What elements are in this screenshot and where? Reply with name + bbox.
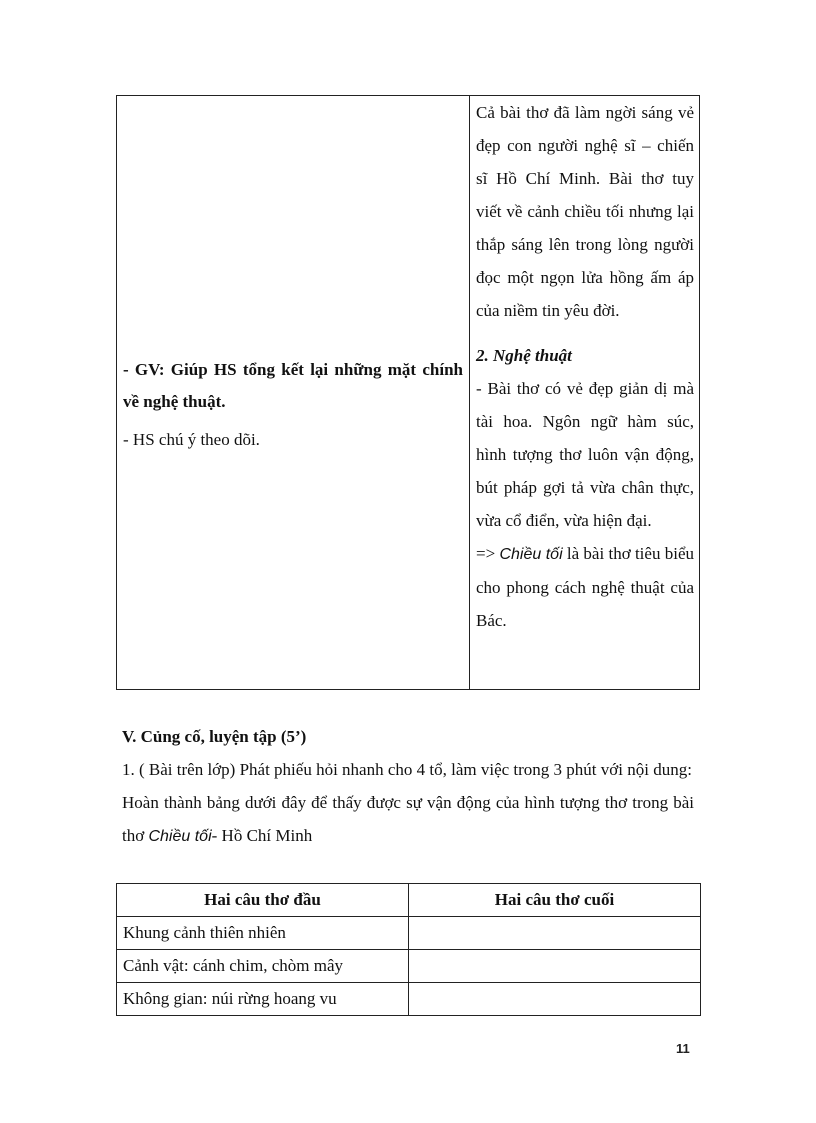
instruction-suffix: - Hồ Chí Minh	[211, 826, 313, 845]
page-number: 11	[676, 1041, 690, 1056]
conclusion	[476, 537, 694, 637]
table-row	[117, 950, 701, 983]
header-first-couplet: Hai câu thơ đầu	[117, 884, 409, 917]
student-activity: - HS chú ý theo dõi.	[123, 430, 260, 449]
column-divider	[469, 96, 470, 689]
header-last-couplet: Hai câu thơ cuối	[409, 884, 701, 917]
table-cell-empty[interactable]	[409, 917, 701, 950]
table-cell-empty[interactable]	[409, 983, 701, 1016]
review-section	[122, 720, 694, 853]
table-row	[117, 983, 701, 1016]
instruction-prefix: Hoàn thành bảng dưới đây để thấy được sự vận động của hình tượng thơ trong bài thơ	[122, 793, 694, 845]
art-heading: 2. Nghệ thuật	[476, 346, 572, 365]
teacher-activity-cell	[123, 354, 463, 456]
table-header-row	[117, 884, 701, 917]
exercise-item: 1. ( Bài trên lớp) Phát phiếu hỏi nhanh cho 4 tổ, làm việc trong 3 phút với nội dung:	[122, 760, 692, 779]
table-cell: Không gian: núi rừng hoang vu	[117, 983, 409, 1016]
conclusion-rest: là bài thơ tiêu biểu cho phong cách nghệ thuật của Bác.	[476, 544, 694, 630]
comparison-table	[116, 883, 701, 1016]
content-cell	[476, 96, 694, 637]
table-cell-empty[interactable]	[409, 950, 701, 983]
table-cell: Cảnh vật: cánh chim, chòm mây	[117, 950, 409, 983]
table-row	[117, 917, 701, 950]
instruction-poem-title: Chiều tối	[148, 828, 212, 845]
teacher-instruction: - GV: Giúp HS tổng kết lại những mặt chính về nghệ thuật.	[123, 360, 463, 411]
poem-title: Chiều tối	[499, 546, 563, 563]
exercise-instruction	[122, 786, 694, 853]
section-title: V. Củng cố, luyện tập (5’)	[122, 727, 307, 746]
content-summary: Cả bài thơ đã làm ngời sáng vẻ đẹp con người nghệ sĩ – chiến sĩ Hồ Chí Minh. Bài thơ tuy viết về cảnh chiều tối nhưng lại thắp sáng lên trong lòng người đọc một ngọn lửa hồng ấm áp của niềm tin yêu đời.	[476, 103, 694, 320]
art-description: - Bài thơ có vẻ đẹp giản dị mà tài hoa. Ngôn ngữ hàm súc, hình tượng thơ luôn vận động, bút pháp gợi tả vừa chân thực, vừa cổ điển, vừa hiện đại.	[476, 379, 694, 530]
lesson-table	[116, 95, 700, 690]
conclusion-prefix: =>	[476, 544, 500, 563]
table-cell: Khung cảnh thiên nhiên	[117, 917, 409, 950]
